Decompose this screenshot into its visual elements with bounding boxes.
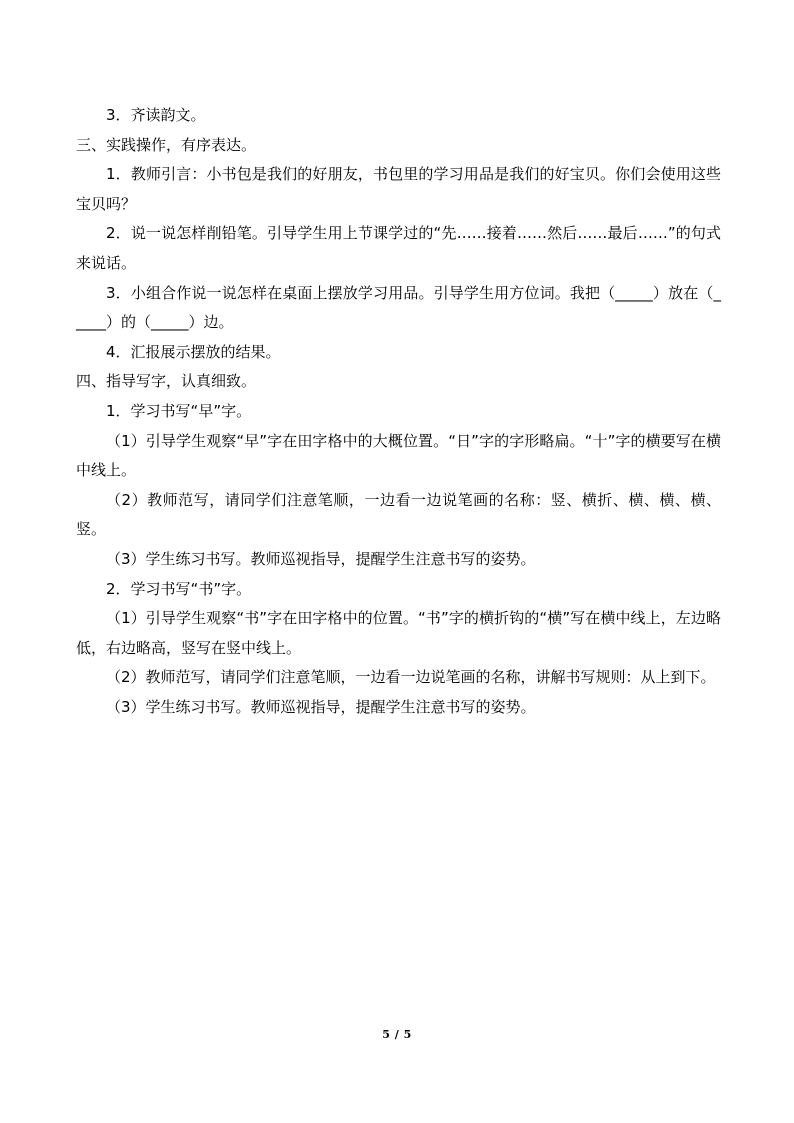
paragraph-13: （1）引导学生观察“书”字在田字格中的位置。“书”字的横折钩的“横”写在横中线上，左边略低，右边略高，竖写在竖中线上。: [76, 609, 721, 657]
paragraph-11: （3）学生练习书写。教师巡视指导，提醒学生注意书写的姿势。: [106, 549, 536, 568]
paragraph-8: 1．学习书写“早”字。: [106, 401, 252, 420]
paragraph-3: 1．教师引言：小书包是我们的好朋友，书包里的学习用品是我们的好宝贝。你们会使用这些宝贝吗？: [76, 165, 721, 213]
section-heading-3: 三、实践操作，有序表达。: [76, 135, 257, 154]
paragraph-14: （2）教师范写，请同学们注意笔顺，一边看一边说笔画的名称，讲解书写规则：从上到下。: [106, 668, 716, 687]
paragraph-5: 3．小组合作说一说怎样在桌面上摆放学习用品。引导学生用方位词。我把（_____）放在（_____）的（_____）边。: [76, 283, 721, 332]
document-body: [76, 101, 721, 722]
paragraph-4: 2．说一说怎样削铅笔。引导学生用上节课学过的“先……接着……然后……最后……”的句式来说话。: [76, 224, 721, 272]
paragraph-6: 4．汇报展示摆放的结果。: [106, 342, 281, 361]
paragraph-15: （3）学生练习书写。教师巡视指导，提醒学生注意书写的姿势。: [106, 697, 536, 716]
page-number: 5 / 5: [382, 1028, 412, 1041]
paragraph-1: 3．齐读韵文。: [106, 106, 206, 124]
paragraph-10: （2）教师范写，请同学们注意笔顺，一边看一边说笔画的名称：竖、横折、横、横、横、竖。: [76, 490, 721, 539]
section-heading-4: 四、指导写字，认真细致。: [76, 372, 257, 391]
paragraph-12: 2．学习书写“书”字。: [106, 579, 252, 598]
paragraph-9: （1）引导学生观察“早”字在田字格中的大概位置。“日”字的字形略扁。“十”字的横要写在横中线上。: [76, 431, 721, 480]
